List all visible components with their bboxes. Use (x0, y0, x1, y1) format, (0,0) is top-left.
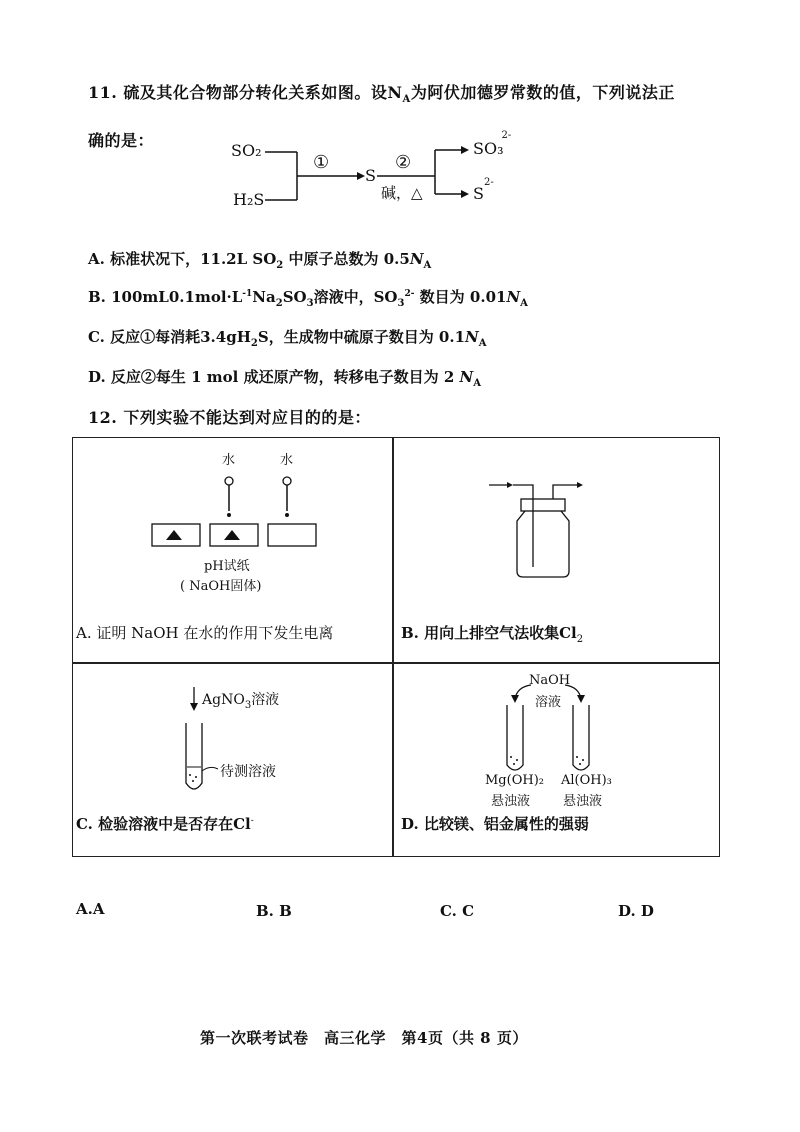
test-tube-c (72, 663, 392, 803)
ph-paper-label: pH试纸 (204, 559, 250, 574)
mgoh2-label-1: Mg(OH)₂ (485, 773, 544, 788)
naoh-solid-label: ( NaOH固体) (180, 579, 262, 594)
naoh-reagent-label-2: 溶液 (535, 695, 562, 710)
option-11-b: B. $100mL0.1mol\cdot L^{-1}Na_2SO_3$溶液中，$SO_3^{2-}$ 数目为 $0.01N_A$ (88, 288, 528, 309)
cell-b-caption: B. 用向上排空气法收集$Cl_2$ (401, 624, 584, 645)
s-label: S (365, 166, 376, 185)
water-label-2: 水 (280, 453, 294, 468)
answer-choice-a[interactable]: A.A (76, 900, 105, 918)
cell-a (72, 437, 392, 662)
gas-bottle-apparatus (393, 437, 720, 607)
agno3-reagent-label: AgNO$_3$溶液 (202, 692, 280, 711)
reaction-scheme (225, 129, 525, 218)
cell-d (393, 663, 720, 857)
cell-d-caption: D. 比较镁、铝金属性的强弱 (401, 815, 589, 833)
step2-label: ② (395, 152, 412, 173)
answer-choice-b[interactable]: B. B (256, 902, 292, 920)
cell-b (393, 437, 720, 662)
answer-choice-c[interactable]: C. C (440, 902, 475, 920)
s2-label: $S^{2-}$ (473, 176, 494, 203)
question-11-line2: 确的是： (88, 131, 155, 150)
answer-choice-d[interactable]: D. D (618, 902, 654, 920)
step1-label: ① (313, 152, 330, 173)
question-11-line1: 11. 硫及其化合物部分转化关系如图。设$N_A$为阿伏加德罗常数的值，下列说法正 (88, 83, 675, 106)
so3-label: SO₃$^{2-}$ (473, 129, 512, 158)
water-label-1: 水 (222, 453, 236, 468)
option-11-d: D. 反应②每生 1 mol 成还原产物，转移电子数目为 2 $N_A$ (88, 368, 481, 389)
aloh3-label-1: Al(OH)₃ (561, 773, 612, 788)
naoh-reagent-label-1: NaOH (529, 673, 571, 688)
sample-solution-label: 待测溶液 (220, 764, 276, 780)
cell-c-caption: C. 检验溶液中是否存在Cl- (76, 815, 254, 833)
h2s-label: H₂S (233, 190, 265, 209)
question-12-title: 12. 下列实验不能达到对应目的的是： (88, 408, 371, 427)
option-11-c: C. 反应①每消耗$3.4gH_2S$，生成物中硫原子数目为 $0.1N_A$ (88, 328, 487, 349)
cell-c (72, 663, 392, 857)
mgoh2-label-2: 悬浊液 (491, 794, 531, 809)
aloh3-label-2: 悬浊液 (563, 794, 603, 809)
page-footer: 第一次联考试卷 高三化学 第4页（共 8 页） (200, 1029, 528, 1047)
option-11-a: A. 标准状况下，11.2L $SO_2$ 中原子总数为 $0.5N_A$ (88, 250, 432, 271)
so2-label: SO₂ (231, 141, 262, 160)
cell-a-caption: A. 证明 NaOH 在水的作用下发生电离 (76, 624, 334, 642)
condition-label: 碱，△ (381, 184, 423, 202)
